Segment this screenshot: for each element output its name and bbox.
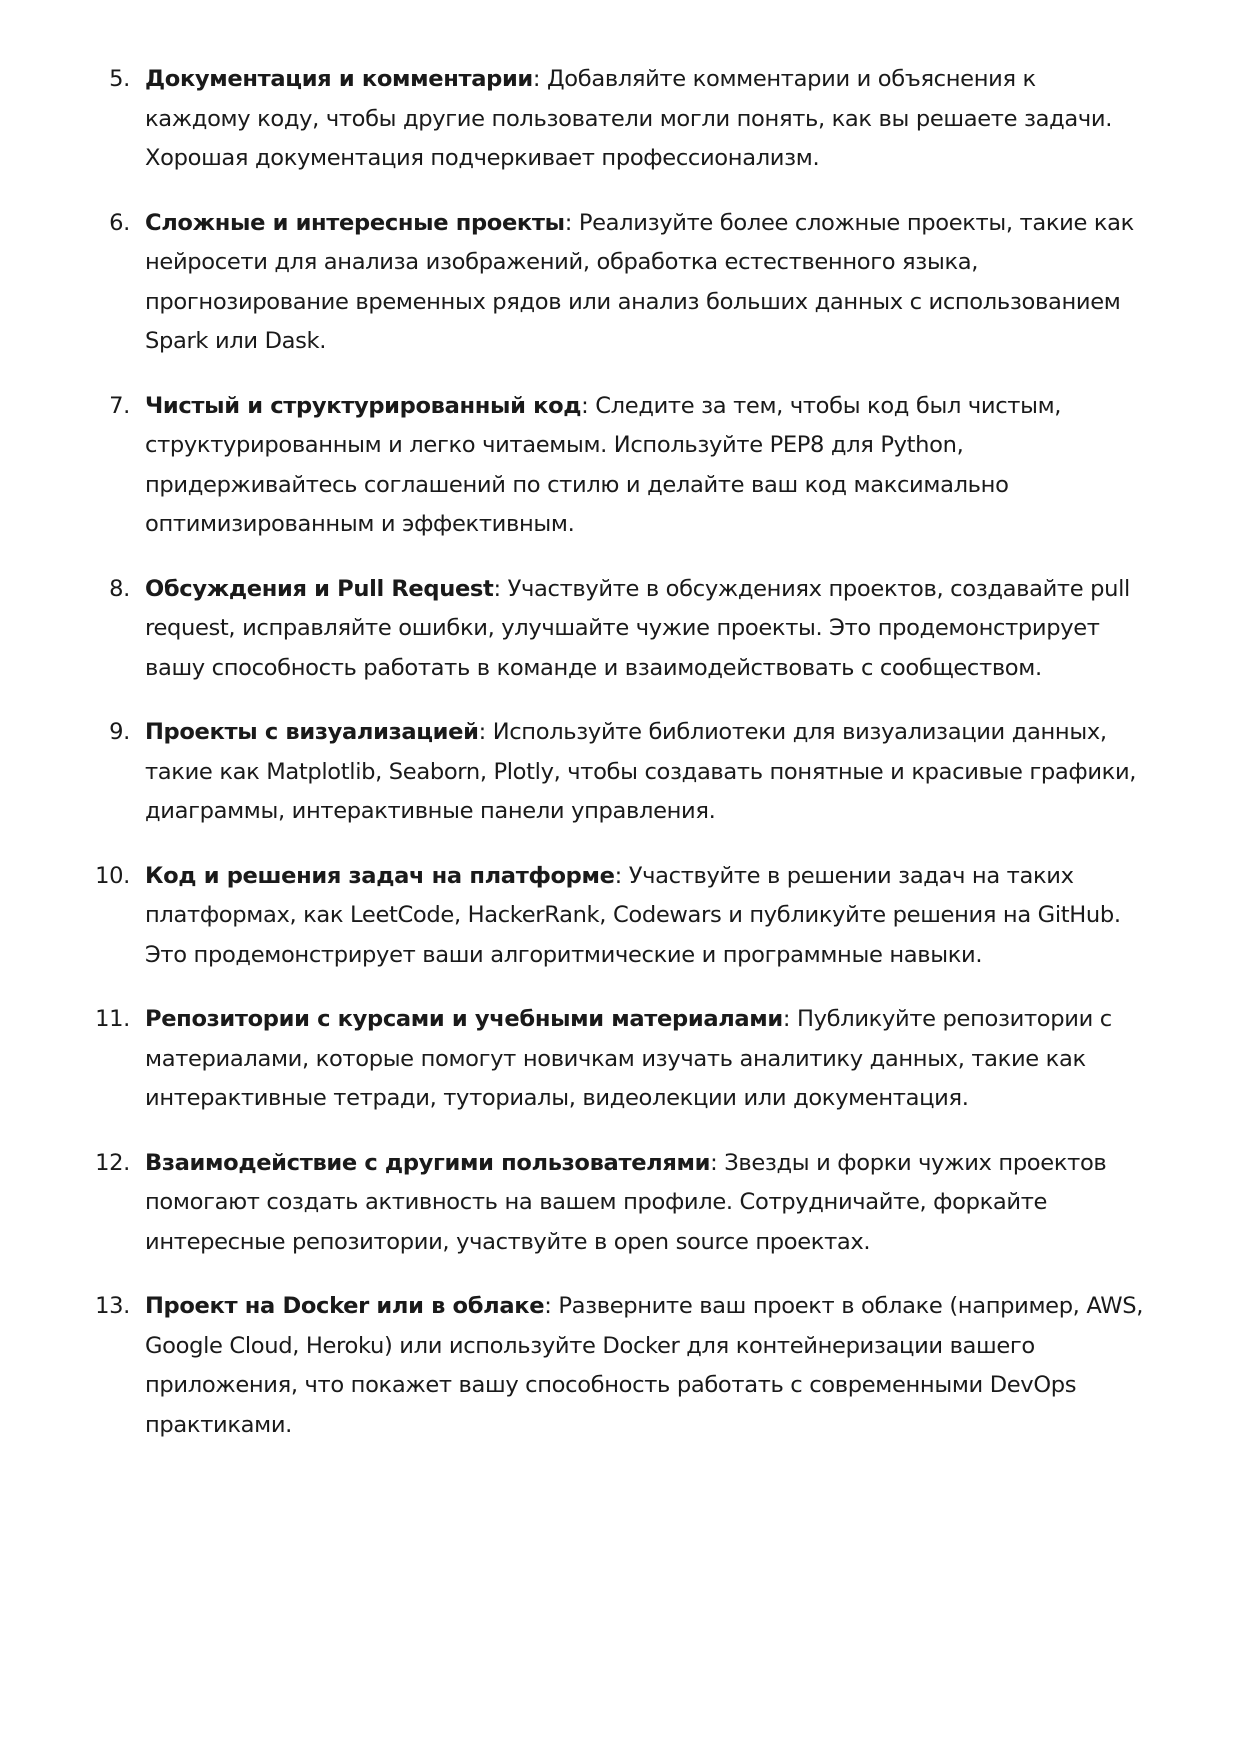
- item-title: Репозитории с курсами и учебными материалами: [145, 1006, 783, 1032]
- list-item: [0, 857, 1239, 976]
- list-item: [0, 204, 1239, 362]
- item-number: 10.: [95, 862, 130, 889]
- item-title: Документация и комментарии: [145, 66, 533, 92]
- item-title: Код и решения задач на платформе: [145, 862, 615, 889]
- list-item: [0, 387, 1239, 545]
- item-title: Взаимодействие с другими пользователями: [145, 1149, 711, 1176]
- item-number: 11.: [95, 1006, 130, 1032]
- item-number: 6.: [109, 209, 130, 236]
- item-number: 13.: [95, 1293, 130, 1319]
- list-item: [0, 1000, 1239, 1119]
- item-number: 9.: [109, 719, 130, 745]
- item-text: : Реализуйте более сложные проекты, такие как нейросети для анализа изображений, обработка естественного языка, прогнозирование временных рядов или анализ больших данных с использованием Spark или Dask.: [145, 209, 1134, 354]
- list-item: [0, 60, 1239, 179]
- item-number: 7.: [109, 392, 130, 419]
- tips-list: [0, 60, 1239, 1470]
- item-text: : Используйте библиотеки для визуализации данных, такие как Matplotlib, Seaborn, Plotly, чтобы создавать понятные и красивые графики, диаграммы, интерактивные панели управления.: [145, 719, 1137, 824]
- item-text: : Участвуйте в решении задач на таких платформах, как LeetCode, HackerRank, Codewars и публикуйте решения на GitHub. Это продемонстрирует ваши алгоритмические и программные навыки.: [145, 862, 1121, 968]
- item-text: : Звезды и форки чужих проектов помогают создать активность на вашем профиле. Сотрудничайте, форкайте интересные репозитории, участвуйте в open source проектах.: [145, 1149, 1107, 1255]
- item-title: Проекты с визуализацией: [145, 719, 479, 745]
- item-text: : Участвуйте в обсуждениях проектов, создавайте pull request, исправляйте ошибки, улучшайте чужие проекты. Это продемонстрирует вашу способность работать в команде и взаимодействовать с сообществом.: [145, 575, 1130, 681]
- item-text: : Разверните ваш проект в облаке (например, AWS, Google Cloud, Heroku) или используйте Docker для контейнеризации вашего приложения, что покажет вашу способность работать с современными DevOps практиками.: [145, 1293, 1144, 1438]
- item-number: 8.: [109, 575, 130, 602]
- item-number: 5.: [109, 66, 130, 92]
- list-item: [0, 1144, 1239, 1263]
- item-title: Сложные и интересные проекты: [145, 209, 565, 236]
- item-title: Проект на Docker или в облаке: [145, 1293, 545, 1319]
- item-text: : Следите за тем, чтобы код был чистым, структурированным и легко читаемым. Используйте PEP8 для Python, придерживайтесь соглашений по стилю и делайте ваш код максимально оптимизированным и эффективным.: [145, 392, 1062, 537]
- list-item: [0, 1287, 1239, 1445]
- item-title: Чистый и структурированный код: [145, 392, 582, 419]
- item-number: 12.: [95, 1149, 130, 1176]
- list-item: [0, 713, 1239, 832]
- item-text: : Публикуйте репозитории с материалами, которые помогут новичкам изучать аналитику данных, такие как интерактивные тетради, туториалы, видеолекции или документация.: [145, 1006, 1112, 1111]
- item-text: : Добавляйте комментарии и объяснения к каждому коду, чтобы другие пользователи могли понять, как вы решаете задачи. Хорошая документация подчеркивает профессионализм.: [145, 66, 1113, 171]
- list-item: [0, 570, 1239, 689]
- item-title: Обсуждения и Pull Request: [145, 575, 494, 602]
